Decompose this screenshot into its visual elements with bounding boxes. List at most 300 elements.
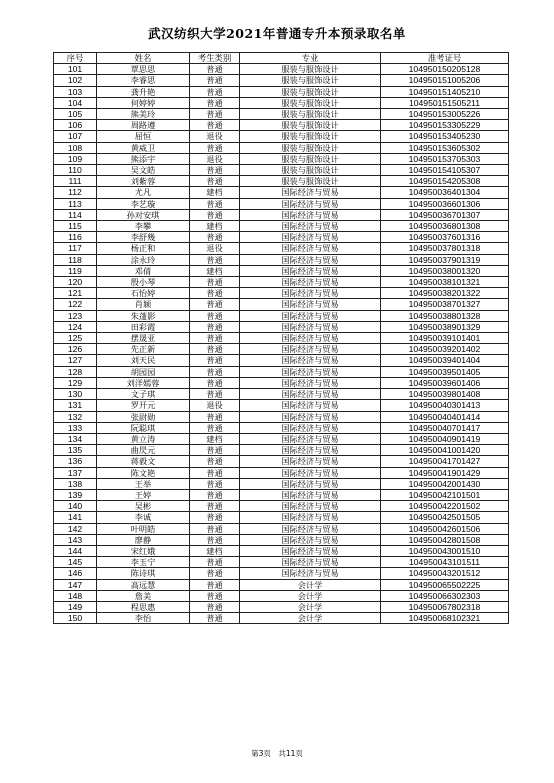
- major-cell: 国际经济与贸易: [240, 467, 381, 478]
- table-row: [54, 86, 509, 97]
- name-cell: 熊添宇: [97, 153, 190, 164]
- category-cell: 普通: [190, 389, 240, 400]
- table-row: [54, 523, 509, 534]
- exam-id-cell: 104950038801328: [381, 310, 509, 321]
- major-cell: 国际经济与贸易: [240, 400, 381, 411]
- index-cell: 114: [54, 209, 97, 220]
- index-cell: 133: [54, 422, 97, 433]
- exam-id-cell: 104950041701427: [381, 456, 509, 467]
- index-cell: 118: [54, 254, 97, 265]
- index-cell: 148: [54, 590, 97, 601]
- major-cell: 国际经济与贸易: [240, 422, 381, 433]
- table-row: [54, 456, 509, 467]
- index-cell: 143: [54, 534, 97, 545]
- index-cell: 105: [54, 109, 97, 120]
- index-cell: 123: [54, 310, 97, 321]
- exam-id-cell: 104950153305229: [381, 120, 509, 131]
- index-cell: 145: [54, 557, 97, 568]
- table-row: [54, 75, 509, 86]
- category-cell: 普通: [190, 176, 240, 187]
- category-cell: 普通: [190, 411, 240, 422]
- exam-id-cell: 104950041901429: [381, 467, 509, 478]
- index-cell: 147: [54, 579, 97, 590]
- category-cell: 普通: [190, 299, 240, 310]
- exam-id-cell: 104950038101321: [381, 277, 509, 288]
- name-cell: 覃思思: [97, 64, 190, 75]
- table-row: [54, 153, 509, 164]
- major-cell: 国际经济与贸易: [240, 243, 381, 254]
- category-cell: 建档: [190, 545, 240, 556]
- major-cell: 服装与服饰设计: [240, 176, 381, 187]
- category-cell: 退役: [190, 153, 240, 164]
- index-cell: 122: [54, 299, 97, 310]
- column-header-major: 专业: [240, 53, 381, 64]
- exam-id-cell: 104950068102321: [381, 613, 509, 624]
- column-header-name: 姓名: [97, 53, 190, 64]
- name-cell: 朱蓬影: [97, 310, 190, 321]
- index-cell: 146: [54, 568, 97, 579]
- name-cell: 廖静: [97, 534, 190, 545]
- index-cell: 126: [54, 344, 97, 355]
- category-cell: 普通: [190, 366, 240, 377]
- exam-id-cell: 104950040301413: [381, 400, 509, 411]
- table-row: [54, 221, 509, 232]
- index-cell: 124: [54, 321, 97, 332]
- index-cell: 111: [54, 176, 97, 187]
- name-cell: 熊美玲: [97, 109, 190, 120]
- name-cell: 胡园园: [97, 366, 190, 377]
- name-cell: 刘天民: [97, 355, 190, 366]
- category-cell: 建档: [190, 265, 240, 276]
- table-row: [54, 243, 509, 254]
- name-cell: 杨正和: [97, 243, 190, 254]
- table-row: [54, 176, 509, 187]
- major-cell: 国际经济与贸易: [240, 568, 381, 579]
- exam-id-cell: 104950036701307: [381, 209, 509, 220]
- exam-id-cell: 104950038201322: [381, 288, 509, 299]
- name-cell: 李艺璇: [97, 198, 190, 209]
- table-row: [54, 467, 509, 478]
- category-cell: 普通: [190, 75, 240, 86]
- index-cell: 108: [54, 142, 97, 153]
- index-cell: 109: [54, 153, 97, 164]
- category-cell: 普通: [190, 310, 240, 321]
- table-row: [54, 299, 509, 310]
- category-cell: 普通: [190, 377, 240, 388]
- major-cell: 国际经济与贸易: [240, 187, 381, 198]
- category-cell: 普通: [190, 613, 240, 624]
- name-cell: 肖颖: [97, 299, 190, 310]
- index-cell: 102: [54, 75, 97, 86]
- index-cell: 106: [54, 120, 97, 131]
- exam-id-cell: 104950042201502: [381, 501, 509, 512]
- category-cell: 建档: [190, 221, 240, 232]
- major-cell: 国际经济与贸易: [240, 333, 381, 344]
- major-cell: 国际经济与贸易: [240, 209, 381, 220]
- major-cell: 会计学: [240, 590, 381, 601]
- category-cell: 普通: [190, 120, 240, 131]
- exam-id-cell: 104950037901319: [381, 254, 509, 265]
- category-cell: 普通: [190, 333, 240, 344]
- name-cell: 文子琪: [97, 389, 190, 400]
- table-row: [54, 557, 509, 568]
- name-cell: 曲昃元: [97, 445, 190, 456]
- category-cell: 建档: [190, 187, 240, 198]
- index-cell: 142: [54, 523, 97, 534]
- table-row: [54, 120, 509, 131]
- name-cell: 孙对安琪: [97, 209, 190, 220]
- major-cell: 国际经济与贸易: [240, 523, 381, 534]
- table-row: [54, 501, 509, 512]
- category-cell: 普通: [190, 456, 240, 467]
- category-cell: 普通: [190, 209, 240, 220]
- exam-id-cell: 104950040901419: [381, 433, 509, 444]
- category-cell: 普通: [190, 109, 240, 120]
- column-header-index: 序号: [54, 53, 97, 64]
- category-cell: 普通: [190, 86, 240, 97]
- index-cell: 120: [54, 277, 97, 288]
- table-row: [54, 321, 509, 332]
- exam-id-cell: 104950153005226: [381, 109, 509, 120]
- table-row: [54, 355, 509, 366]
- exam-id-cell: 104950042501505: [381, 512, 509, 523]
- name-cell: 邓倩: [97, 265, 190, 276]
- exam-id-cell: 104950039201402: [381, 344, 509, 355]
- exam-id-cell: 104950042801508: [381, 534, 509, 545]
- name-cell: 王举: [97, 478, 190, 489]
- exam-id-cell: 104950037801318: [381, 243, 509, 254]
- name-cell: 摆晟亚: [97, 333, 190, 344]
- exam-id-cell: 104950065502225: [381, 579, 509, 590]
- major-cell: 服装与服饰设计: [240, 165, 381, 176]
- category-cell: 普通: [190, 478, 240, 489]
- major-cell: 服装与服饰设计: [240, 75, 381, 86]
- name-cell: 程思惠: [97, 601, 190, 612]
- name-cell: 叶明皓: [97, 523, 190, 534]
- category-cell: 普通: [190, 579, 240, 590]
- category-cell: 建档: [190, 433, 240, 444]
- exam-id-cell: 104950039401404: [381, 355, 509, 366]
- exam-id-cell: 104950038901329: [381, 321, 509, 332]
- major-cell: 国际经济与贸易: [240, 355, 381, 366]
- index-cell: 129: [54, 377, 97, 388]
- exam-id-cell: 104950039801408: [381, 389, 509, 400]
- major-cell: 国际经济与贸易: [240, 277, 381, 288]
- category-cell: 普通: [190, 344, 240, 355]
- major-cell: 国际经济与贸易: [240, 344, 381, 355]
- table-row: [54, 579, 509, 590]
- index-cell: 112: [54, 187, 97, 198]
- table-row: [54, 333, 509, 344]
- exam-id-cell: 104950039601406: [381, 377, 509, 388]
- major-cell: 国际经济与贸易: [240, 265, 381, 276]
- major-cell: 服装与服饰设计: [240, 109, 381, 120]
- table-row: [54, 590, 509, 601]
- category-cell: 普通: [190, 288, 240, 299]
- index-cell: 119: [54, 265, 97, 276]
- exam-id-cell: 104950036601306: [381, 198, 509, 209]
- category-cell: 普通: [190, 142, 240, 153]
- major-cell: 国际经济与贸易: [240, 198, 381, 209]
- table-row: [54, 277, 509, 288]
- exam-id-cell: 104950153605302: [381, 142, 509, 153]
- table-header-row: [54, 53, 509, 64]
- major-cell: 国际经济与贸易: [240, 321, 381, 332]
- category-cell: 普通: [190, 601, 240, 612]
- major-cell: 国际经济与贸易: [240, 557, 381, 568]
- exam-id-cell: 104950153405230: [381, 131, 509, 142]
- major-cell: 国际经济与贸易: [240, 478, 381, 489]
- category-cell: 普通: [190, 501, 240, 512]
- name-cell: 李舒幾: [97, 232, 190, 243]
- table-row: [54, 512, 509, 523]
- table-row: [54, 187, 509, 198]
- category-cell: 退役: [190, 400, 240, 411]
- major-cell: 国际经济与贸易: [240, 299, 381, 310]
- index-cell: 134: [54, 433, 97, 444]
- exam-id-cell: 104950151005206: [381, 75, 509, 86]
- major-cell: 国际经济与贸易: [240, 445, 381, 456]
- index-cell: 116: [54, 232, 97, 243]
- index-cell: 128: [54, 366, 97, 377]
- index-cell: 139: [54, 489, 97, 500]
- table-row: [54, 142, 509, 153]
- name-cell: 何婷婷: [97, 97, 190, 108]
- exam-id-cell: 104950036401304: [381, 187, 509, 198]
- name-cell: 涂永玲: [97, 254, 190, 265]
- table-row: [54, 377, 509, 388]
- column-header-exam-id: 准考证号: [381, 53, 509, 64]
- name-cell: 李玉宁: [97, 557, 190, 568]
- index-cell: 127: [54, 355, 97, 366]
- major-cell: 服装与服饰设计: [240, 64, 381, 75]
- table-row: [54, 601, 509, 612]
- name-cell: 高远慧: [97, 579, 190, 590]
- category-cell: 普通: [190, 590, 240, 601]
- exam-id-cell: 104950043001510: [381, 545, 509, 556]
- exam-id-cell: 104950039101401: [381, 333, 509, 344]
- exam-id-cell: 104950043201512: [381, 568, 509, 579]
- index-cell: 103: [54, 86, 97, 97]
- page-title: 武汉纺织大学2021年普通专升本预录取名单: [148, 26, 406, 41]
- name-cell: 陈诗琪: [97, 568, 190, 579]
- major-cell: 国际经济与贸易: [240, 501, 381, 512]
- major-cell: 服装与服饰设计: [240, 86, 381, 97]
- table-row: [54, 265, 509, 276]
- exam-id-cell: 104950153705303: [381, 153, 509, 164]
- admission-list-table: [53, 52, 509, 624]
- major-cell: 国际经济与贸易: [240, 288, 381, 299]
- major-cell: 国际经济与贸易: [240, 232, 381, 243]
- major-cell: 国际经济与贸易: [240, 254, 381, 265]
- index-cell: 110: [54, 165, 97, 176]
- table-row: [54, 613, 509, 624]
- table-row: [54, 165, 509, 176]
- table-row: [54, 366, 509, 377]
- name-cell: 先正新: [97, 344, 190, 355]
- category-cell: 普通: [190, 523, 240, 534]
- table-row: [54, 400, 509, 411]
- name-cell: 田彩霞: [97, 321, 190, 332]
- name-cell: 殷小琴: [97, 277, 190, 288]
- name-cell: 刘紫蓉: [97, 176, 190, 187]
- name-cell: 李攀: [97, 221, 190, 232]
- major-cell: 国际经济与贸易: [240, 489, 381, 500]
- index-cell: 104: [54, 97, 97, 108]
- exam-id-cell: 104950154105307: [381, 165, 509, 176]
- category-cell: 普通: [190, 97, 240, 108]
- table-row: [54, 131, 509, 142]
- index-cell: 138: [54, 478, 97, 489]
- category-cell: 退役: [190, 131, 240, 142]
- category-cell: 普通: [190, 232, 240, 243]
- name-cell: 李睿思: [97, 75, 190, 86]
- major-cell: 国际经济与贸易: [240, 377, 381, 388]
- exam-id-cell: 104950043101511: [381, 557, 509, 568]
- page-number: 第3页 共11页: [251, 749, 303, 758]
- category-cell: 普通: [190, 254, 240, 265]
- table-row: [54, 344, 509, 355]
- major-cell: 国际经济与贸易: [240, 534, 381, 545]
- major-cell: 服装与服饰设计: [240, 120, 381, 131]
- table-row: [54, 545, 509, 556]
- table-row: [54, 310, 509, 321]
- index-cell: 101: [54, 64, 97, 75]
- table-body: [54, 64, 509, 624]
- table-row: [54, 232, 509, 243]
- category-cell: 退役: [190, 243, 240, 254]
- exam-id-cell: 104950041001420: [381, 445, 509, 456]
- table-row: [54, 97, 509, 108]
- name-cell: 詹美: [97, 590, 190, 601]
- major-cell: 会计学: [240, 579, 381, 590]
- major-cell: 国际经济与贸易: [240, 310, 381, 321]
- table-row: [54, 422, 509, 433]
- index-cell: 144: [54, 545, 97, 556]
- exam-id-cell: 104950150205128: [381, 64, 509, 75]
- name-cell: 龚升艳: [97, 86, 190, 97]
- name-cell: 李诚: [97, 512, 190, 523]
- name-cell: 罗开元: [97, 400, 190, 411]
- table-row: [54, 109, 509, 120]
- name-cell: 尤凡: [97, 187, 190, 198]
- index-cell: 130: [54, 389, 97, 400]
- index-cell: 140: [54, 501, 97, 512]
- major-cell: 服装与服饰设计: [240, 97, 381, 108]
- exam-id-cell: 104950042101501: [381, 489, 509, 500]
- major-cell: 国际经济与贸易: [240, 366, 381, 377]
- exam-id-cell: 104950067802318: [381, 601, 509, 612]
- major-cell: 会计学: [240, 601, 381, 612]
- table-row: [54, 64, 509, 75]
- major-cell: 国际经济与贸易: [240, 545, 381, 556]
- index-cell: 132: [54, 411, 97, 422]
- exam-id-cell: 104950151405210: [381, 86, 509, 97]
- category-cell: 普通: [190, 557, 240, 568]
- major-cell: 会计学: [240, 613, 381, 624]
- exam-id-cell: 104950042601506: [381, 523, 509, 534]
- exam-id-cell: 104950037601316: [381, 232, 509, 243]
- table-row: [54, 198, 509, 209]
- exam-id-cell: 104950036801308: [381, 221, 509, 232]
- name-cell: 屈恒: [97, 131, 190, 142]
- category-cell: 普通: [190, 198, 240, 209]
- index-cell: 107: [54, 131, 97, 142]
- table-row: [54, 389, 509, 400]
- name-cell: 刘洋嫣蓉: [97, 377, 190, 388]
- category-cell: 普通: [190, 568, 240, 579]
- major-cell: 国际经济与贸易: [240, 411, 381, 422]
- name-cell: 张尉勋: [97, 411, 190, 422]
- index-cell: 113: [54, 198, 97, 209]
- index-cell: 121: [54, 288, 97, 299]
- name-cell: 宋红娥: [97, 545, 190, 556]
- table-row: [54, 433, 509, 444]
- major-cell: 国际经济与贸易: [240, 221, 381, 232]
- table-row: [54, 209, 509, 220]
- major-cell: 国际经济与贸易: [240, 389, 381, 400]
- exam-id-cell: 104950038001320: [381, 265, 509, 276]
- index-cell: 141: [54, 512, 97, 523]
- index-cell: 137: [54, 467, 97, 478]
- table-row: [54, 489, 509, 500]
- exam-id-cell: 104950042001430: [381, 478, 509, 489]
- name-cell: 石怡婷: [97, 288, 190, 299]
- name-cell: 周路遵: [97, 120, 190, 131]
- major-cell: 国际经济与贸易: [240, 512, 381, 523]
- exam-id-cell: 104950040401414: [381, 411, 509, 422]
- exam-id-cell: 104950066302303: [381, 590, 509, 601]
- index-cell: 136: [54, 456, 97, 467]
- table-row: [54, 568, 509, 579]
- table-row: [54, 445, 509, 456]
- table-row: [54, 288, 509, 299]
- table-row: [54, 254, 509, 265]
- index-cell: 135: [54, 445, 97, 456]
- name-cell: 黄立涛: [97, 433, 190, 444]
- name-cell: 蒋毅文: [97, 456, 190, 467]
- index-cell: 125: [54, 333, 97, 344]
- category-cell: 普通: [190, 277, 240, 288]
- category-cell: 普通: [190, 355, 240, 366]
- exam-id-cell: 104950040701417: [381, 422, 509, 433]
- category-cell: 普通: [190, 321, 240, 332]
- exam-id-cell: 104950038701327: [381, 299, 509, 310]
- name-cell: 李怡: [97, 613, 190, 624]
- name-cell: 黄威卫: [97, 142, 190, 153]
- major-cell: 国际经济与贸易: [240, 433, 381, 444]
- category-cell: 普通: [190, 445, 240, 456]
- category-cell: 普通: [190, 165, 240, 176]
- exam-id-cell: 104950154205308: [381, 176, 509, 187]
- table-row: [54, 411, 509, 422]
- index-cell: 115: [54, 221, 97, 232]
- category-cell: 普通: [190, 489, 240, 500]
- exam-id-cell: 104950151505211: [381, 97, 509, 108]
- category-cell: 普通: [190, 534, 240, 545]
- table-row: [54, 534, 509, 545]
- exam-id-cell: 104950039501405: [381, 366, 509, 377]
- major-cell: 服装与服饰设计: [240, 153, 381, 164]
- index-cell: 117: [54, 243, 97, 254]
- index-cell: 150: [54, 613, 97, 624]
- major-cell: 服装与服饰设计: [240, 131, 381, 142]
- name-cell: 吴彬: [97, 501, 190, 512]
- column-header-category: 考生类别: [190, 53, 240, 64]
- category-cell: 普通: [190, 64, 240, 75]
- category-cell: 普通: [190, 422, 240, 433]
- index-cell: 149: [54, 601, 97, 612]
